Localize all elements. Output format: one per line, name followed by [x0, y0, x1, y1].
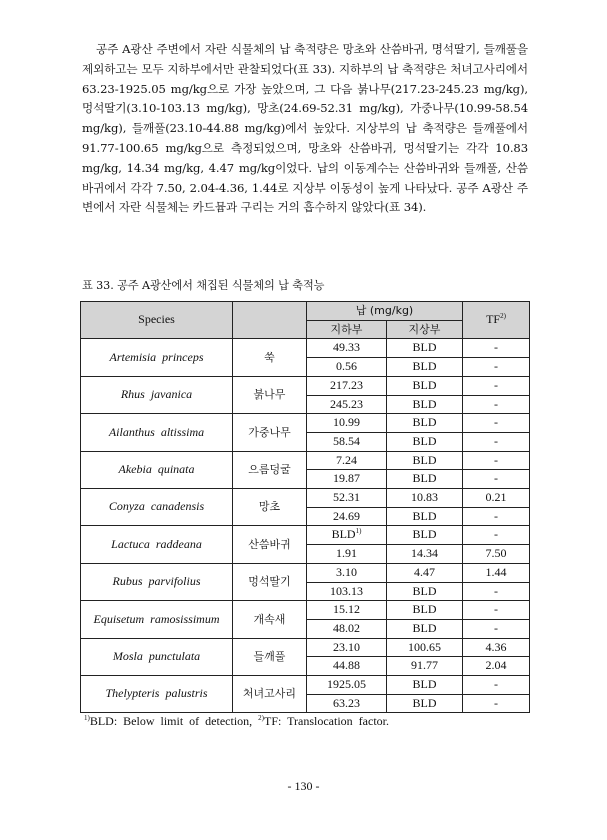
aboveground-value: BLD [387, 507, 463, 526]
tf-value: - [463, 694, 530, 713]
underground-value [307, 451, 387, 470]
header-tf [463, 302, 530, 339]
table-caption: 표 33. 공주 A광산에서 채집된 식물체의 납 축적능 [82, 279, 325, 292]
header-species: Species [81, 302, 233, 339]
underground-value-text: 48.02 [333, 620, 360, 635]
underground-value [307, 432, 387, 451]
aboveground-value: BLD [387, 619, 463, 638]
table-row [81, 638, 530, 657]
aboveground-value: BLD [387, 376, 463, 395]
table-row [81, 526, 530, 545]
underground-value-text: 15.12 [333, 602, 360, 617]
underground-value [307, 358, 387, 377]
underground-value [307, 470, 387, 489]
korean-name: 으름덩굴 [233, 451, 307, 488]
underground-value [307, 526, 387, 545]
tf-value: - [463, 526, 530, 545]
underground-value [307, 414, 387, 433]
aboveground-value: BLD [387, 339, 463, 358]
korean-name: 처녀고사리 [233, 676, 307, 713]
underground-value-text: 245.23 [330, 396, 363, 411]
aboveground-value: BLD [387, 526, 463, 545]
underground-value-text: 1925.05 [327, 677, 366, 692]
header-underground: 지하부 [307, 320, 387, 339]
underground-value-text: 217.23 [330, 377, 363, 392]
table-body [81, 339, 530, 713]
tf-value: - [463, 619, 530, 638]
page-number: - 130 - [287, 779, 320, 793]
table-row [81, 601, 530, 620]
tf-value: 7.50 [463, 545, 530, 564]
tf-value: - [463, 395, 530, 414]
aboveground-value: BLD [387, 395, 463, 414]
table-row [81, 451, 530, 470]
underground-value-text: 1.91 [336, 546, 357, 561]
underground-value [307, 657, 387, 676]
species-name: Conyza canadensis [81, 489, 233, 526]
underground-value-text: 52.31 [333, 490, 360, 505]
underground-value [307, 601, 387, 620]
tf-value: 1.44 [463, 563, 530, 582]
underground-value-text: 7.24 [336, 452, 357, 467]
species-name: Rhus javanica [81, 376, 233, 413]
table-row [81, 676, 530, 695]
footnote-marker-1: 1) [84, 714, 90, 722]
header-tf-label: TF [486, 312, 501, 327]
header-korean-name [233, 302, 307, 339]
tf-value: - [463, 414, 530, 433]
underground-value [307, 638, 387, 657]
korean-name: 붉나무 [233, 376, 307, 413]
underground-value-text: 103.13 [330, 583, 363, 598]
aboveground-value: 10.83 [387, 489, 463, 508]
header-lead: 납 (mg/kg) [307, 302, 463, 321]
korean-name: 개속새 [233, 601, 307, 638]
table-row [81, 414, 530, 433]
tf-value: - [463, 339, 530, 358]
aboveground-value: 91.77 [387, 657, 463, 676]
underground-value [307, 619, 387, 638]
underground-value [307, 545, 387, 564]
underground-value-text: 24.69 [333, 508, 360, 523]
underground-value [307, 339, 387, 358]
underground-value [307, 676, 387, 695]
species-name: Akebia quinata [81, 451, 233, 488]
species-name: Artemisia princeps [81, 339, 233, 376]
underground-value-text: 58.54 [333, 433, 360, 448]
table-row [81, 489, 530, 508]
aboveground-value: 14.34 [387, 545, 463, 564]
tf-value: - [463, 432, 530, 451]
underground-value [307, 582, 387, 601]
aboveground-value: BLD [387, 694, 463, 713]
underground-value-text: 63.23 [333, 695, 360, 710]
underground-value-text: 19.87 [333, 471, 360, 486]
value-footnote: 1) [355, 527, 362, 536]
species-name: Ailanthus altissima [81, 414, 233, 451]
underground-value [307, 489, 387, 508]
aboveground-value: BLD [387, 451, 463, 470]
footnote-text-2: TF: Translocation factor. [264, 714, 389, 728]
korean-name: 망초 [233, 489, 307, 526]
aboveground-value: 100.65 [387, 638, 463, 657]
species-name: Thelypteris palustris [81, 676, 233, 713]
tf-value: - [463, 601, 530, 620]
aboveground-value: BLD [387, 470, 463, 489]
aboveground-value: BLD [387, 432, 463, 451]
korean-name: 들깨풀 [233, 638, 307, 675]
underground-value [307, 507, 387, 526]
tf-value: - [463, 676, 530, 695]
underground-value [307, 376, 387, 395]
tf-value: - [463, 470, 530, 489]
header-tf-footnote: 2) [500, 312, 506, 321]
tf-value: - [463, 582, 530, 601]
aboveground-value: BLD [387, 414, 463, 433]
underground-value-text: 10.99 [333, 415, 360, 430]
aboveground-value: BLD [387, 582, 463, 601]
aboveground-value: BLD [387, 676, 463, 695]
lead-accumulation-table [80, 301, 530, 713]
table-footnote [84, 714, 389, 729]
korean-name: 쑥 [233, 339, 307, 376]
korean-name: 산씀바귀 [233, 526, 307, 563]
tf-value: - [463, 451, 530, 470]
underground-value-text: 44.88 [333, 658, 360, 673]
tf-value: - [463, 507, 530, 526]
aboveground-value: 4.47 [387, 563, 463, 582]
tf-value: - [463, 358, 530, 377]
tf-value: - [463, 376, 530, 395]
body-paragraph: 공주 A광산 주변에서 자란 식물체의 납 축적량은 망초와 산씀바귀, 명석딸기, 들깨풀을 제외하고는 모두 지하부에서만 관찰되었다(표 33). 지하부의 납 축적량은 처녀고사리에서 63.23-1925.05 mg/kg으로 가장 높았으며, 그 다음 붉나무(217.23-245.23 mg/kg), 멍석딸기(3.10-103.13 mg/kg), 망초(24.69-52.31 mg/kg), 가중나무(10.99-58.54 mg/kg), 들깨풀(23.10-44.88 mg/kg)에서 높았다. 지상부의 납 축적량은 들깨풀에서 91.77-100.65 mg/kg으로 측정되었으며, 망초와 산씀바귀, 멍석딸기는 각각 10.83 mg/kg, 14.34 mg/kg, 4.47 mg/kg이었다. 납의 이동계수는 산씀바귀와 들깨풀, 산씀바귀에서 각각 7.50, 2.04-4.36, 1.44로 지상부 이동성이 높게 나타났다. 공주 A광산 주변에서 자란 식물체는 카드뮴과 구리는 거의 흡수하지 않았다(표 34). [82, 42, 528, 215]
species-name: Equisetum ramosissimum [81, 601, 233, 638]
underground-value [307, 395, 387, 414]
korean-name: 멍석딸기 [233, 563, 307, 600]
tf-value: 0.21 [463, 489, 530, 508]
underground-value [307, 563, 387, 582]
header-aboveground: 지상부 [387, 320, 463, 339]
underground-value [307, 694, 387, 713]
tf-value: 2.04 [463, 657, 530, 676]
species-name: Lactuca raddeana [81, 526, 233, 563]
underground-value-text: 3.10 [336, 564, 357, 579]
footnote-text-1: BLD: Below limit of detection, [89, 714, 259, 728]
species-name: Rubus parvifolius [81, 563, 233, 600]
tf-value: 4.36 [463, 638, 530, 657]
table-row [81, 339, 530, 358]
underground-value-text: BLD [331, 527, 356, 542]
species-name: Mosla punctulata [81, 638, 233, 675]
aboveground-value: BLD [387, 358, 463, 377]
table-row [81, 563, 530, 582]
korean-name: 가중나무 [233, 414, 307, 451]
table-row [81, 376, 530, 395]
underground-value-text: 23.10 [333, 639, 360, 654]
underground-value-text: 0.56 [336, 359, 357, 374]
footnote-marker-2: 2) [258, 714, 264, 722]
aboveground-value: BLD [387, 601, 463, 620]
underground-value-text: 49.33 [333, 340, 360, 355]
